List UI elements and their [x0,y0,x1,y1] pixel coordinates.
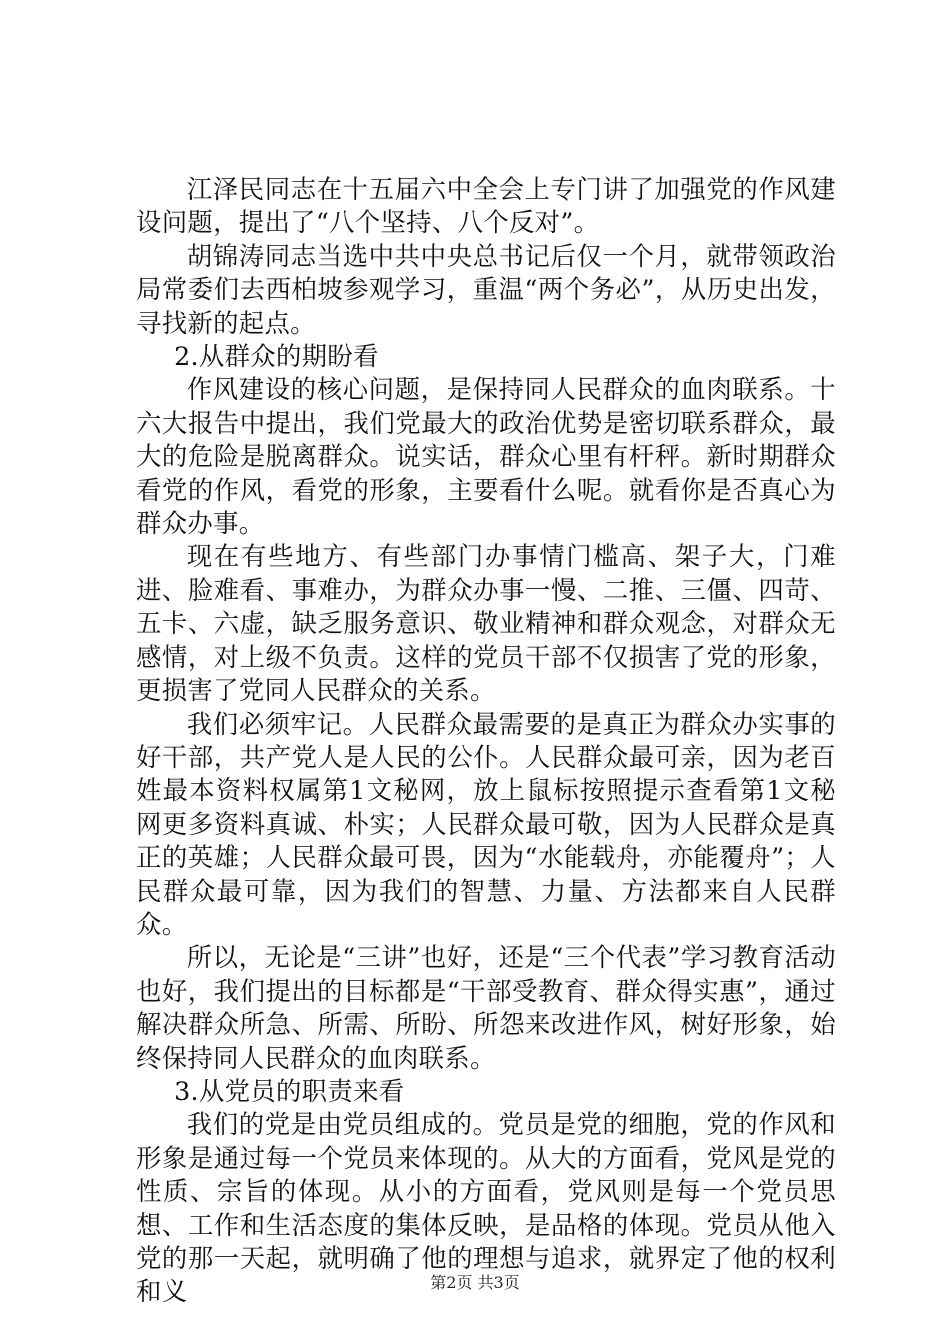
page-footer: 第2页 共3页 [430,1273,520,1292]
paragraph: 作风建设的核心问题，是保持同人民群众的血肉联系。十六大报告中提出，我们党最大的政治优势是密切联系群众，最大的危险是脱离群众。说实话，群众心里有杆秤。新时期群众看党的作风，看党的形象，主要看什么呢。就看你是否真心为群众办事。 [136,374,836,539]
paragraph: 胡锦涛同志当选中共中央总书记后仅一个月，就带领政治局常委们去西柏坡参观学习，重温“两个务必”，从历史出发，寻找新的起点。 [136,240,836,338]
paragraph: 我们的党是由党员组成的。党员是党的细胞，党的作风和形象是通过每一个党员来体现的。从大的方面看，党风是党的性质、宗旨的体现。从小的方面看，党风则是每一个党员思想、工作和生活态度的集体反映，是品格的体现。党员从他入党的那一天起，就明确了他的理想与追求，就界定了他的权利和义 [136,1109,836,1307]
paragraph: 我们必须牢记。人民群众最需要的是真正为群众办实事的好干部，共产党人是人民的公仆。人民群众最可亲，因为老百姓最本资料权属第1文秘网，放上鼠标按照提示查看第1文秘网更多资料真诚、朴实；人民群众最可敬，因为人民群众是真正的英雄；人民群众最可畏，因为“水能载舟，亦能覆舟”；人民群众最可靠，因为我们的智慧、力量、方法都来自人民群众。 [136,708,836,939]
paragraph: 江泽民同志在十五届六中全会上专门讲了加强党的作风建设问题，提出了“八个坚持、八个反对”。 [136,174,836,238]
paragraph: 现在有些地方、有些部门办事情门槛高、架子大，门难进、脸难看、事难办，为群众办事一慢、二推、三僵、四苛、五卡、六虚，缺乏服务意识、敬业精神和群众观念，对群众无感情，对上级不负责。这样的党员干部不仅损害了党的形象，更损害了党同人民群众的关系。 [136,541,836,706]
paragraph: 所以，无论是“三讲”也好，还是“三个代表”学习教育活动也好，我们提出的目标都是“干部受教育、群众得实惠”，通过解决群众所急、所需、所盼、所怨来改进作风，树好形象，始终保持同人民群众的血肉联系。 [136,942,836,1073]
section-heading: 2.从群众的期盼看 [174,341,379,372]
section-heading: 3.从党员的职责来看 [174,1075,405,1106]
document-body [136,173,836,1309]
